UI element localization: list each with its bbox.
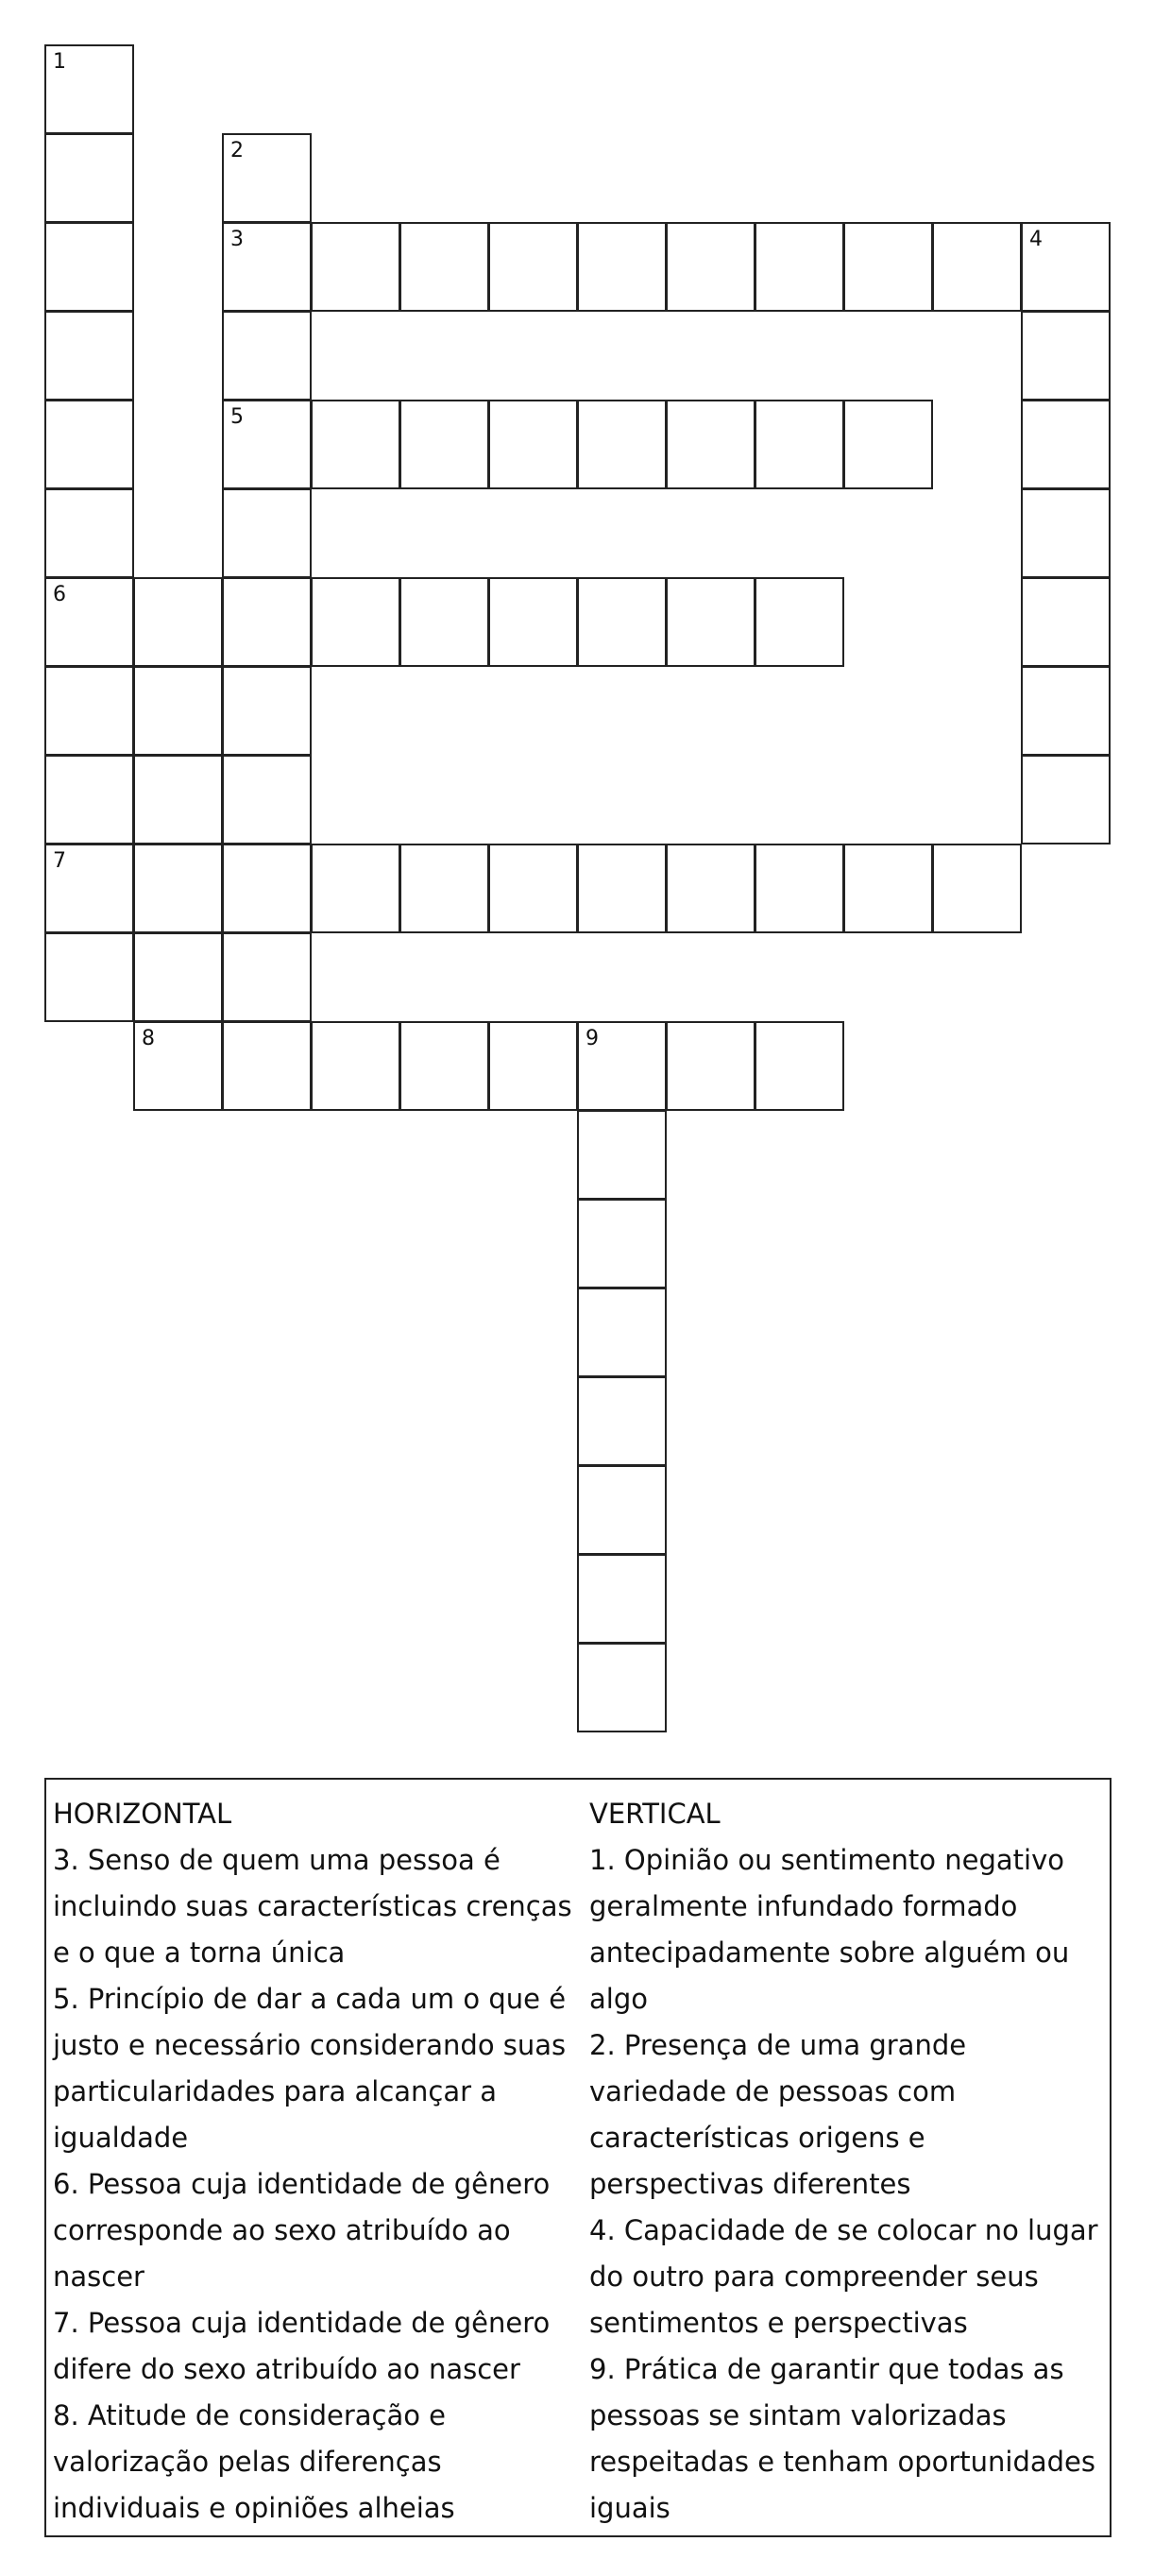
grid-cell[interactable] bbox=[1021, 311, 1111, 401]
grid-cell[interactable] bbox=[488, 1021, 578, 1111]
clue-down-9: 9. Prática de garantir que todas as pessoas se sintam valorizadas respeitadas e tenham oportunidades iguais bbox=[589, 2353, 1096, 2524]
grid-cell[interactable] bbox=[488, 222, 578, 312]
grid-cell[interactable] bbox=[399, 1021, 489, 1111]
grid-cell[interactable] bbox=[133, 755, 223, 844]
clue-number: 2 bbox=[230, 139, 244, 162]
clues-box bbox=[44, 1778, 1112, 2537]
grid-cell[interactable] bbox=[577, 1110, 667, 1200]
grid-cell[interactable] bbox=[133, 844, 223, 933]
grid-cell[interactable] bbox=[577, 577, 667, 667]
grid-cell[interactable] bbox=[133, 666, 223, 756]
grid-cell[interactable] bbox=[222, 488, 312, 578]
grid-cell[interactable] bbox=[311, 222, 400, 312]
grid-cell[interactable] bbox=[666, 1021, 755, 1111]
grid-cell[interactable] bbox=[222, 311, 312, 401]
grid-cell[interactable] bbox=[666, 222, 755, 312]
clue-number: 6 bbox=[53, 583, 66, 606]
grid-cell[interactable] bbox=[932, 222, 1022, 312]
grid-cell[interactable] bbox=[755, 222, 844, 312]
grid-cell[interactable] bbox=[577, 1554, 667, 1644]
grid-cell[interactable] bbox=[311, 577, 400, 667]
grid-cell[interactable] bbox=[666, 577, 755, 667]
grid-cell[interactable] bbox=[577, 1376, 667, 1466]
grid-cell[interactable] bbox=[44, 311, 134, 401]
grid-cell[interactable] bbox=[1021, 577, 1111, 667]
grid-cell[interactable] bbox=[44, 577, 134, 667]
grid-cell[interactable] bbox=[843, 400, 933, 489]
grid-cell[interactable] bbox=[843, 222, 933, 312]
grid-cell[interactable] bbox=[133, 1021, 223, 1111]
grid-cell[interactable] bbox=[399, 844, 489, 933]
grid-cell[interactable] bbox=[44, 400, 134, 489]
grid-cell[interactable] bbox=[44, 133, 134, 223]
grid-cell[interactable] bbox=[577, 400, 667, 489]
grid-cell[interactable] bbox=[44, 222, 134, 312]
grid-cell[interactable] bbox=[1021, 400, 1111, 489]
grid-cell[interactable] bbox=[488, 577, 578, 667]
grid-cell[interactable] bbox=[311, 844, 400, 933]
horizontal-heading: HORIZONTAL bbox=[53, 1798, 232, 1830]
grid-cell[interactable] bbox=[755, 1021, 844, 1111]
grid-cell[interactable] bbox=[577, 1199, 667, 1288]
clue-number: 8 bbox=[142, 1027, 155, 1050]
clue-across-6: 6. Pessoa cuja identidade de gênero corresponde ao sexo atribuído ao nascer bbox=[53, 2168, 551, 2293]
grid-cell[interactable] bbox=[311, 1021, 400, 1111]
grid-cell[interactable] bbox=[755, 577, 844, 667]
grid-cell[interactable] bbox=[577, 1021, 667, 1111]
grid-cell[interactable] bbox=[843, 844, 933, 933]
horizontal-clues bbox=[53, 1791, 582, 2532]
grid-cell[interactable] bbox=[222, 844, 312, 933]
grid-cell[interactable] bbox=[1021, 755, 1111, 844]
vertical-heading: VERTICAL bbox=[589, 1798, 721, 1830]
clue-number: 7 bbox=[53, 849, 66, 873]
grid-cell[interactable] bbox=[488, 400, 578, 489]
grid-cell[interactable] bbox=[222, 666, 312, 756]
grid-cell[interactable] bbox=[222, 133, 312, 223]
clue-down-2: 2. Presença de uma grande variedade de pessoas com características origens e perspectivas diferentes bbox=[589, 2029, 967, 2200]
clue-number: 3 bbox=[230, 228, 244, 251]
grid-cell[interactable] bbox=[44, 44, 134, 134]
grid-cell[interactable] bbox=[577, 1288, 667, 1377]
grid-cell[interactable] bbox=[666, 844, 755, 933]
clue-across-5: 5. Princípio de dar a cada um o que é justo e necessário considerando suas particularidades para alcançar a igualdade bbox=[53, 1983, 567, 2154]
grid-cell[interactable] bbox=[44, 755, 134, 844]
grid-cell[interactable] bbox=[399, 400, 489, 489]
clue-number: 1 bbox=[53, 50, 66, 74]
grid-cell[interactable] bbox=[755, 400, 844, 489]
grid-cell[interactable] bbox=[577, 222, 667, 312]
grid-cell[interactable] bbox=[399, 222, 489, 312]
grid-cell[interactable] bbox=[577, 844, 667, 933]
grid-cell[interactable] bbox=[488, 844, 578, 933]
grid-cell[interactable] bbox=[755, 844, 844, 933]
grid-cell[interactable] bbox=[222, 1021, 312, 1111]
clue-down-4: 4. Capacidade de se colocar no lugar do outro para compreender seus sentimentos e perspectivas bbox=[589, 2214, 1098, 2339]
vertical-clues bbox=[589, 1791, 1104, 2532]
grid-cell[interactable] bbox=[1021, 488, 1111, 578]
grid-cell[interactable] bbox=[222, 755, 312, 844]
grid-cell[interactable] bbox=[222, 400, 312, 489]
grid-cell[interactable] bbox=[577, 1643, 667, 1732]
clue-across-8: 8. Atitude de consideração e valorização pelas diferenças individuais e opiniões alheias bbox=[53, 2399, 455, 2524]
grid-cell[interactable] bbox=[311, 400, 400, 489]
clue-down-1: 1. Opinião ou sentimento negativo geralmente infundado formado antecipadamente sobre alguém ou algo bbox=[589, 1844, 1070, 2015]
clue-across-7: 7. Pessoa cuja identidade de gênero difere do sexo atribuído ao nascer bbox=[53, 2307, 551, 2385]
grid-cell[interactable] bbox=[399, 577, 489, 667]
grid-cell[interactable] bbox=[1021, 222, 1111, 312]
grid-cell[interactable] bbox=[222, 932, 312, 1022]
grid-cell[interactable] bbox=[577, 1465, 667, 1555]
grid-cell[interactable] bbox=[44, 666, 134, 756]
grid-cell[interactable] bbox=[932, 844, 1022, 933]
grid-cell[interactable] bbox=[133, 577, 223, 667]
grid-cell[interactable] bbox=[44, 932, 134, 1022]
grid-cell[interactable] bbox=[1021, 666, 1111, 756]
grid-cell[interactable] bbox=[666, 400, 755, 489]
grid-cell[interactable] bbox=[44, 488, 134, 578]
grid-cell[interactable] bbox=[222, 222, 312, 312]
clue-number: 9 bbox=[585, 1027, 599, 1050]
grid-cell[interactable] bbox=[44, 844, 134, 933]
grid-cell[interactable] bbox=[222, 577, 312, 667]
clue-number: 5 bbox=[230, 405, 244, 429]
grid-cell[interactable] bbox=[133, 932, 223, 1022]
clue-number: 4 bbox=[1029, 228, 1043, 251]
clue-across-3: 3. Senso de quem uma pessoa é incluindo suas características crenças e o que a torna única bbox=[53, 1844, 572, 1969]
